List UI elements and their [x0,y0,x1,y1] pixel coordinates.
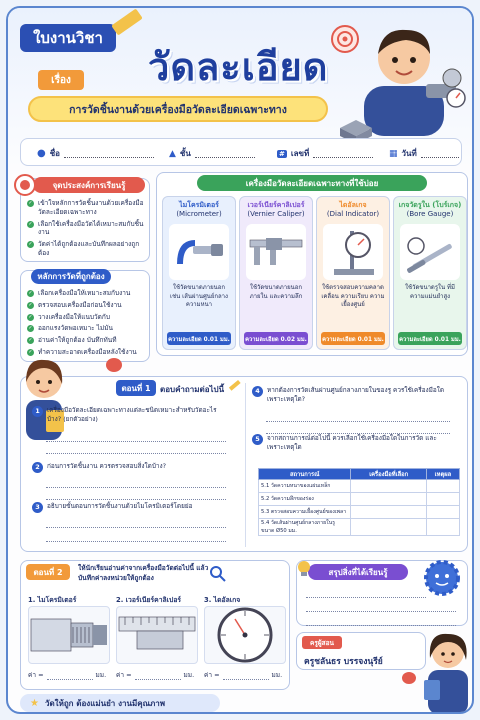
reading-answer-row [28,670,106,680]
tool-name-en: (Micrometer) [176,210,222,219]
check-icon: ✓ [28,313,33,320]
reading-label: 3. ไดอัลเกจ [204,596,241,604]
question-2 [32,462,228,473]
table-header: เครื่องมือที่เลือก [351,469,426,480]
teacher-illustration [422,628,474,714]
check-icon: ✓ [28,337,33,344]
objective-text: วัดค่าได้ถูกต้องและบันทึกผลอย่างถูกต้อง [38,240,140,257]
principle-item [27,301,147,310]
answer-line[interactable] [266,414,450,422]
part2-badge: ตอนที่ 2 [26,564,70,580]
heart-bubble-icon [106,358,122,372]
question-3 [32,502,228,513]
objectives-title: จุดประสงค์การเรียนรู้ [33,177,145,193]
tool-accuracy: ความละเอียด 0.02 มม. [244,332,308,345]
tool-card [393,196,467,350]
bore-gauge-icon [400,224,460,280]
tool-card [239,196,313,350]
principle-item [27,336,147,345]
principle-text: ตรวจสอบเครื่องมือก่อนใช้งาน [38,300,122,309]
principle-item [27,313,147,322]
reading-answer-row [204,670,282,680]
hash-icon: # [279,149,285,158]
name-field-group [37,147,154,160]
graduation-cap-icon: ▲ [169,148,176,159]
reading-answer-row [116,670,194,680]
date-field-group [389,147,459,160]
principle-text: ทำความสะอาดเครื่องมือหลังใช้งาน [38,347,137,356]
class-label: ชั้น [179,149,191,158]
unit-label: มม. [183,671,195,679]
class-field-group [169,147,255,160]
principles-title: หลักการวัดที่ถูกต้อง [31,269,111,284]
objective-text: เลือกใช้เครื่องมือวัดได้เหมาะสมกับชิ้นงาน [38,219,144,237]
part2-title: ให้นักเรียนอ่านค่าจากเครื่องมือวัดต่อไปนี้ แล้วบันทึกค่าลงหน่วยให้ถูกต้อง [78,564,209,582]
table-header: เหตุผล [426,469,459,480]
tool-choice-cell[interactable] [351,480,426,493]
principles-card [20,270,150,362]
scenario-cell: 5.1 วัดความหนาของแผ่นเหล็ก [259,480,351,493]
footer-slogan: วัดให้ถูก ต้องแม่นยำ งานมีคุณภาพ [44,698,166,708]
principle-text: เลือกเครื่องมือให้เหมาะสมกับงาน [38,289,131,297]
scenario-cell: 5.3 ตรวจสอบความเยื้องศูนย์ของเพลา [259,506,351,519]
table-row [259,519,460,536]
objective-item [27,199,147,217]
scenario-table [258,468,460,536]
question-text: จากสถานการณ์ต่อไปนี้ ควรเลือกใช้เครื่องมือใดในการวัด และเพราะเหตุใด [267,434,437,451]
reason-cell[interactable] [426,480,459,493]
answer-line[interactable] [266,426,450,434]
magnifier-icon [210,566,226,582]
page-title: วัดละเอียด [148,45,329,89]
gear-mascot-icon [422,558,462,598]
principle-text: ออกแรงวัดพอเหมาะ ไม่มัน [38,324,113,333]
tool-name-en: (Bore Gauge) [406,210,454,219]
class-field[interactable] [195,150,255,158]
lightbulb-icon [296,560,312,578]
heart-icon [402,672,416,684]
check-icon: ✓ [28,301,33,308]
reading-answer-field[interactable] [223,672,269,680]
tool-accuracy: ความละเอียด 0.01 มม. [167,332,231,345]
summary-line-3[interactable] [306,618,456,626]
dial-indicator-icon [323,224,383,280]
summary-line-2[interactable] [306,604,456,612]
summary-line-1[interactable] [306,590,426,598]
pencil-icon [226,378,242,394]
unit-label: มม. [271,671,283,679]
worksheet-page [6,6,474,714]
teacher-label: ครูผู้สอน [302,636,342,649]
target-icon [14,174,36,196]
date-field[interactable] [421,150,459,158]
number-label: เลขที่ [290,149,310,158]
tool-accuracy: ความละเอียด 0.01 มม. [398,332,462,345]
vernier-caliper-icon [246,224,306,280]
question-number: 1 [32,406,43,417]
question-number: 2 [32,462,43,473]
question-number: 4 [252,386,263,397]
check-icon: ✓ [28,241,33,248]
number-field[interactable] [313,150,373,158]
value-label: ค่า = [204,671,220,679]
objectives-list [27,199,147,261]
check-icon: ✓ [28,220,33,227]
question-text: เครื่องมือวัดละเอียดเฉพาะทางแต่ละชนิดเหมาะสำหรับวัดอะไรบ้าง? (ยกตัวอย่าง) [47,406,217,423]
teacher-name: ครูชลันธร บรรจงนุรีย์ [304,657,383,667]
principle-item [27,324,147,333]
dial-gauge-reading-icon [204,606,286,664]
reading-label: 1. ไมโครมิเตอร์ [28,596,77,604]
header-ribbon: ใบงานวิชา [20,24,116,52]
table-header: สถานการณ์ [259,469,351,480]
objective-text: เข้าใจหลักการวัดชิ้นงานด้วยเครื่องมือวัดละเอียดเฉพาะทาง [38,199,144,216]
tool-description: ใช้ตรวจสอบความคลาดเคลื่อน ความเรียบ ความเยื้องศูนย์ [321,283,385,309]
part1-badge: ตอนที่ 1 [116,380,156,396]
tool-name: เกจวัดรูใน (โบร์เกจ) [398,201,462,209]
value-label: ค่า = [28,671,44,679]
tool-card [316,196,390,350]
tool-choice-cell[interactable] [351,506,426,519]
answer-line[interactable] [46,480,226,488]
principle-text: วางเครื่องมือให้แนบวัดกับ [38,312,110,321]
reason-cell[interactable] [426,506,459,519]
question-4 [252,386,452,404]
objective-item [27,220,147,238]
principle-item [27,289,147,298]
question-1 [32,406,228,424]
unit-label: มม. [95,671,107,679]
tool-description: ใช้วัดขนาดภายนอก ภายใน และความลึก [249,283,303,300]
check-icon: ✓ [28,200,33,207]
value-label: ค่า = [116,671,132,679]
check-icon: ✓ [28,290,33,297]
page-subtitle: การวัดชิ้นงานด้วยเครื่องมือวัดละเอียดเฉพาะทาง [28,96,328,122]
table-row [259,480,460,493]
principles-list [27,289,147,360]
micrometer-reading-icon [28,606,110,664]
check-icon: ✓ [28,325,33,332]
name-label: ชื่อ [49,149,60,158]
objectives-card [20,178,150,262]
reading-answer-field[interactable] [135,672,181,680]
date-label: วันที่ [401,149,417,158]
tool-description: ใช้วัดขนาดรูใน ที่มีความแม่นยำสูง [405,283,455,300]
micrometer-icon [169,224,229,280]
user-icon: ● [37,148,46,159]
part1-title: ตอบคำถามต่อไปนี้ [160,385,225,394]
tool-choice-cell[interactable] [351,519,426,536]
check-icon: ✓ [28,348,33,355]
table-row [259,506,460,519]
summary-title: สรุปสิ่งที่ได้เรียนรู้ [308,564,408,580]
reason-cell[interactable] [426,519,459,536]
gauge-icon [446,88,466,108]
tool-name: ไดอัลเกจ [339,201,367,209]
tools-title: เครื่องมือวัดละเอียดเฉพาะทางที่ใช้บ่อย [197,175,427,191]
name-field[interactable] [64,150,154,158]
tool-choice-cell[interactable] [351,493,426,506]
tool-accuracy: ความละเอียด 0.01 มม. [321,332,385,345]
answer-line[interactable] [46,434,226,442]
reading-answer-field[interactable] [47,672,93,680]
tool-name-en: (Dial Indicator) [326,210,380,219]
question-5 [252,434,452,452]
reason-cell[interactable] [426,493,459,506]
student-info-bar [20,138,462,166]
tool-description: ใช้วัดขนาดภายนอก เช่น เส้นผ่านศูนย์กลาง ความหนา [170,283,228,309]
principle-text: อ่านค่าให้ถูกต้อง บันทึกทันที [38,336,117,345]
scenario-cell: 5.2 วัดความลึกของร่อง [259,493,351,506]
reading-label: 2. เวอร์เนียร์คาลิเปอร์ [116,596,182,604]
answer-line[interactable] [46,534,226,542]
scenario-cell: 5.4 วัดเส้นผ่านศูนย์กลางภายในรู ขนาด Ø50 มม. [259,519,351,536]
question-text: ก่อนการวัดชิ้นงาน ควรตรวจสอบสิ่งใดบ้าง? [47,462,166,470]
objective-item [27,240,147,258]
tool-name-en: (Vernier Caliper) [247,210,305,219]
girl-student-illustration [16,354,72,446]
question-text: อธิบายขั้นตอนการวัดชิ้นงานด้วยไมโครมิเตอร์โดยย่อ [47,502,193,510]
tool-name: เวอร์เนียร์คาลิเปอร์ [247,201,305,209]
tool-name: ไมโครมิเตอร์ [179,201,219,209]
answer-line[interactable] [46,446,226,454]
answer-line[interactable] [46,492,226,500]
table-row [259,493,460,506]
subject-tag: เรื่อง [38,70,84,90]
question-text: หากต้องการวัดเส้นผ่านศูนย์กลางภายในของรู ควรใช้เครื่องมือใด เพราะเหตุใด? [267,386,444,403]
answer-line[interactable] [46,520,226,528]
star-icon: ★ [30,697,39,709]
question-number: 3 [32,502,43,513]
number-field-group [277,147,373,160]
vernier-caliper-reading-icon [116,606,198,664]
part1-divider [245,383,246,547]
tool-card [162,196,236,350]
footer-slogan-bar [20,694,220,712]
calendar-icon: ▦ [389,148,398,159]
question-number: 5 [252,434,263,445]
